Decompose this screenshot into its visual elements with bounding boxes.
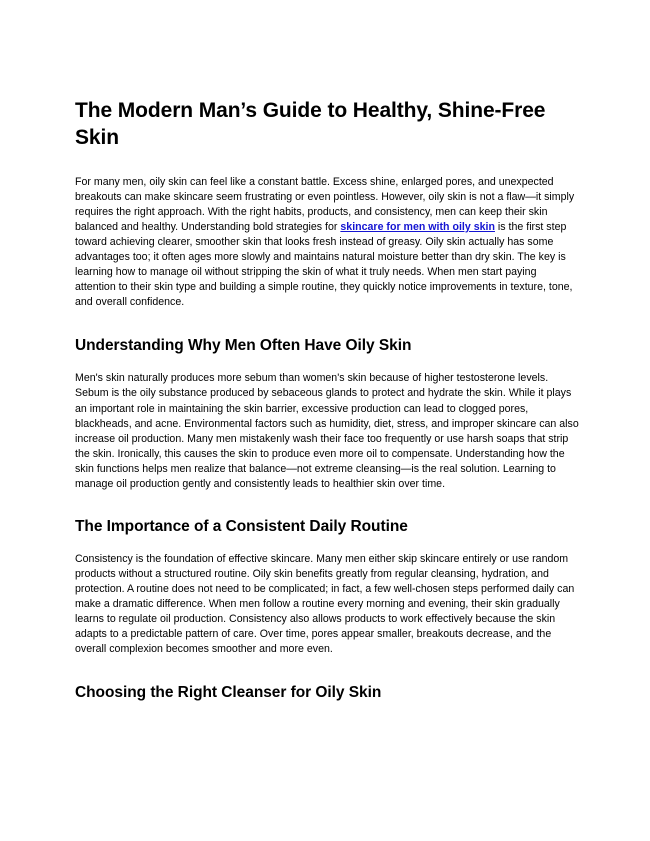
skincare-for-men-with-oily-skin-link[interactable]: skincare for men with oily skin	[340, 221, 495, 234]
section-paragraph-the-importance-of-a-consistent-daily-routine: Consistency is the foundation of effective skincare. Many men either skip skincare entirely or use random products without a structured routine. Oily skin benefits greatly from regular cleansing, hydration, and protection. A routine does not need to be complicated; in fact, a few well-chosen steps performed daily can make a dramatic difference. When men follow a routine every morning and evening, their skin gradually learns to regulate oil production. Consistency also allows products to work effectively because the skin adapts to a predictable pattern of care. Over time, pores appear smaller, breakouts decrease, and the overall complexion becomes smoother and more even.	[75, 552, 575, 656]
section-heading-understanding-why-men-often-have-oily-skin: Understanding Why Men Often Have Oily Skin	[75, 337, 412, 355]
intro-text-before-link: For many men, oily skin can feel like a constant battle. Excess shine, enlarged pores, and unexpected breakouts can make skincare seem frustrating or even pointless. However, oily skin is not a flaw—it simply requires the right approach. With the right habits, products, and consistency, men can keep their skin balanced and healthy. Understanding bold strategies for	[75, 176, 575, 234]
document-content	[75, 0, 579, 703]
section-paragraph-understanding-why-men-often-have-oily-skin: Men's skin naturally produces more sebum than women's skin because of higher testosterone levels. Sebum is the oily substance produced by sebaceous glands to protect and hydrate the skin. While it plays an important role in maintaining the skin barrier, excessive production can lead to clogged pores, blackheads, and acne. Environmental factors such as humidity, diet, stress, and improper skincare can also increase oil production. Many men mistakenly wash their face too frequently or use harsh soaps that strip the skin. Ironically, this causes the skin to produce even more oil to compensate. Understanding how the skin functions helps men realize that balance—not extreme cleansing—is the real solution. Learning to manage oil production gently and consistently leads to healthier skin over time.	[75, 372, 579, 490]
intro-paragraph	[75, 151, 579, 310]
section-heading-choosing-the-right-cleanser-for-oily-skin: Choosing the Right Cleanser for Oily Skin	[75, 684, 382, 702]
page-title: The Modern Man’s Guide to Healthy, Shine-Free Skin	[75, 99, 546, 149]
intro-text-after-link: is the first step toward achieving clearer, smoother skin that looks fresh instead of greasy. Oily skin actually has some advantages too; it often ages more slowly and maintains natural moisture better than dry skin. The key is learning how to manage oil without stripping the skin of what it truly needs. When men start paying attention to their skin type and building a simple routine, they quickly notice improvements in texture, tone, and overall confidence.	[75, 221, 573, 309]
section-heading-the-importance-of-a-consistent-daily-routine: The Importance of a Consistent Daily Routine	[75, 517, 408, 535]
